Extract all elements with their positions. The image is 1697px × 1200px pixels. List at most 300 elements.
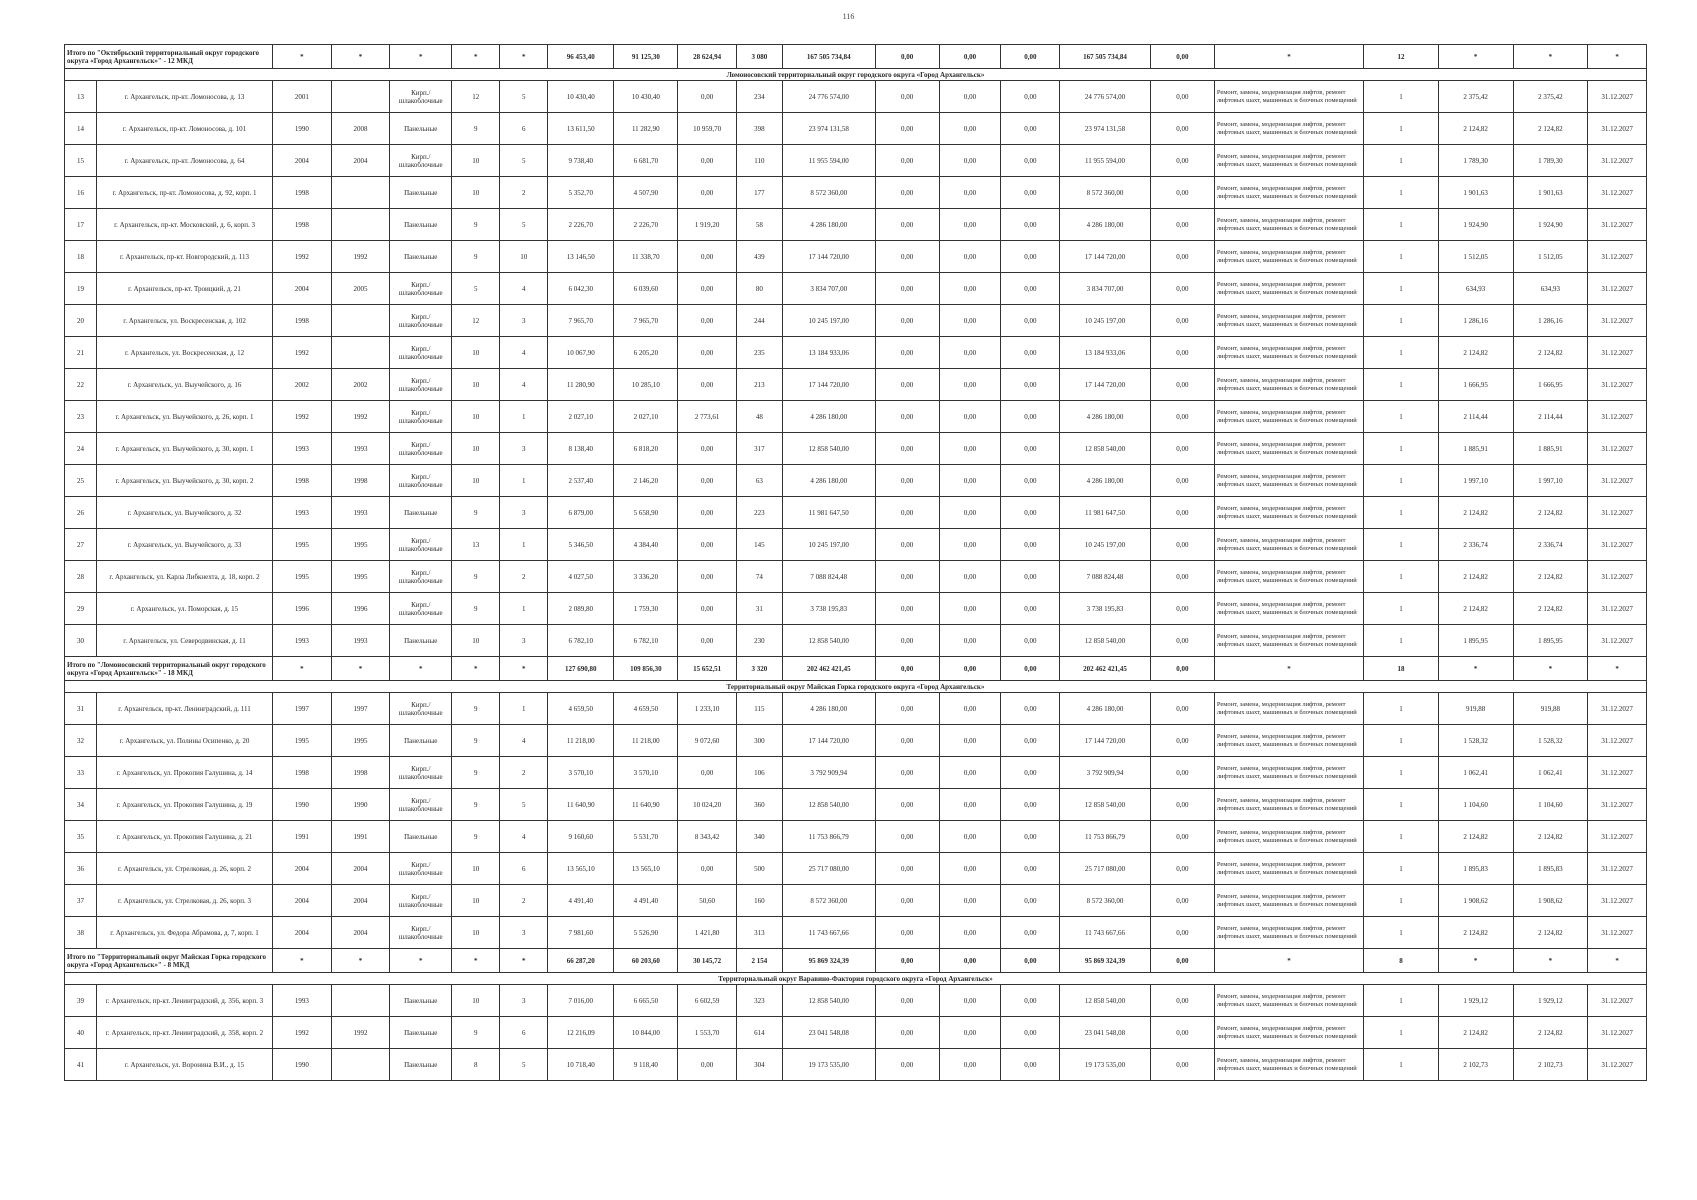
entrances-cell: 3 [500, 985, 548, 1017]
owners-funds-cell: 8 572 360,00 [1060, 885, 1151, 917]
year-built-cell: 1998 [273, 465, 332, 497]
total-cost-cell: 12 858 540,00 [782, 789, 875, 821]
total-row [65, 45, 1647, 69]
unit-cost-limit-cell: 1 512,05 [1438, 241, 1513, 273]
non-residential-area-cell: 9 072,60 [678, 725, 737, 757]
work-count-cell: 1 [1364, 853, 1439, 885]
year-built-cell: 1996 [273, 593, 332, 625]
total-area-cell: 2 537,40 [548, 465, 614, 497]
regional-funds-cell: 0,00 [939, 305, 1001, 337]
total-cost-cell: 11 981 647,50 [782, 497, 875, 529]
unit-cost-limit-cell: 2 124,82 [1438, 593, 1513, 625]
owners-funds-cell: 3 834 707,00 [1060, 273, 1151, 305]
unit-cost-limit-cell: 634,93 [1438, 273, 1513, 305]
address-cell: г. Архангельск, ул. Прокопия Галушина, д. 21 [97, 821, 273, 853]
regional-funds-cell: 0,00 [939, 497, 1001, 529]
total-cost-cell: 4 286 180,00 [782, 209, 875, 241]
total-cell: 66 287,20 [548, 949, 614, 973]
wall-material-cell: Кирп./ шлакоблочные [390, 757, 452, 789]
local-funds-cell: 0,00 [1001, 885, 1060, 917]
work-count-cell: 1 [1364, 209, 1439, 241]
entrances-cell: 1 [500, 693, 548, 725]
residential-area-cell: 11 218,00 [614, 725, 678, 757]
wall-material-cell: Панельные [390, 1049, 452, 1081]
row-number-cell: 39 [65, 985, 97, 1017]
total-area-cell: 10 718,40 [548, 1049, 614, 1081]
year-built-cell: 2004 [273, 917, 332, 949]
unit-cost-limit-cell: 1 901,63 [1438, 177, 1513, 209]
local-funds-cell: 0,00 [1001, 113, 1060, 145]
owners-funds-cell: 12 858 540,00 [1060, 625, 1151, 657]
total-cell: * [1513, 657, 1588, 681]
residential-area-cell: 11 640,90 [614, 789, 678, 821]
owners-funds-cell: 3 792 909,94 [1060, 757, 1151, 789]
non-residential-area-cell: 0,00 [678, 1049, 737, 1081]
unit-cost-max-cell: 2 124,82 [1513, 497, 1588, 529]
owners-funds-cell: 8 572 360,00 [1060, 177, 1151, 209]
total-area-cell: 10 430,40 [548, 81, 614, 113]
year-built-cell: 1998 [273, 177, 332, 209]
owners-funds-cell: 7 088 824,48 [1060, 561, 1151, 593]
year-commissioned-cell: 1992 [331, 1017, 390, 1049]
year-built-cell: 1997 [273, 693, 332, 725]
total-area-cell: 4 027,50 [548, 561, 614, 593]
regional-funds-cell: 0,00 [939, 757, 1001, 789]
residential-area-cell: 2 146,20 [614, 465, 678, 497]
federal-funds-cell: 0,00 [875, 561, 939, 593]
residents-cell: 340 [736, 821, 782, 853]
unit-cost-max-cell: 2 124,82 [1513, 917, 1588, 949]
local-funds-cell: 0,00 [1001, 693, 1060, 725]
floors-cell: 10 [452, 145, 500, 177]
total-cell: * [331, 657, 390, 681]
table-row [65, 1017, 1647, 1049]
work-type-cell: Ремонт, замена, модернизация лифтов, ремонт лифтовых шахт, машинных и блочных помещений [1214, 885, 1363, 917]
total-cell: * [500, 657, 548, 681]
total-cell: * [273, 657, 332, 681]
unit-cost-max-cell: 1 997,10 [1513, 465, 1588, 497]
other-funds-cell: 0,00 [1150, 693, 1214, 725]
work-type-cell: Ремонт, замена, модернизация лифтов, ремонт лифтовых шахт, машинных и блочных помещений [1214, 433, 1363, 465]
regional-funds-cell: 0,00 [939, 177, 1001, 209]
work-count-cell: 1 [1364, 433, 1439, 465]
unit-cost-limit-cell: 1 997,10 [1438, 465, 1513, 497]
entrances-cell: 4 [500, 725, 548, 757]
row-number-cell: 33 [65, 757, 97, 789]
row-number-cell: 32 [65, 725, 97, 757]
year-commissioned-cell: 2004 [331, 885, 390, 917]
year-commissioned-cell: 2005 [331, 273, 390, 305]
table-row [65, 497, 1647, 529]
year-built-cell: 1993 [273, 625, 332, 657]
table-row [65, 337, 1647, 369]
unit-cost-limit-cell: 2 124,82 [1438, 497, 1513, 529]
total-cost-cell: 11 753 866,79 [782, 821, 875, 853]
floors-cell: 13 [452, 529, 500, 561]
total-cell: 0,00 [939, 45, 1001, 69]
address-cell: г. Архангельск, пр-кт. Ломоносова, д. 64 [97, 145, 273, 177]
total-cell: 3 080 [736, 45, 782, 69]
table-row [65, 433, 1647, 465]
table-row [65, 241, 1647, 273]
year-commissioned-cell: 2004 [331, 853, 390, 885]
register-table-body [65, 45, 1647, 1081]
total-cost-cell: 12 858 540,00 [782, 985, 875, 1017]
completion-date-cell: 31.12.2027 [1588, 433, 1647, 465]
floors-cell: 9 [452, 789, 500, 821]
total-cell: 91 125,30 [614, 45, 678, 69]
entrances-cell: 1 [500, 529, 548, 561]
completion-date-cell: 31.12.2027 [1588, 145, 1647, 177]
row-number-cell: 31 [65, 693, 97, 725]
residential-area-cell: 9 118,40 [614, 1049, 678, 1081]
other-funds-cell: 0,00 [1150, 81, 1214, 113]
total-cell: 0,00 [1001, 45, 1060, 69]
work-count-cell: 1 [1364, 821, 1439, 853]
federal-funds-cell: 0,00 [875, 625, 939, 657]
year-commissioned-cell: 1992 [331, 401, 390, 433]
total-cost-cell: 19 173 535,00 [782, 1049, 875, 1081]
total-cost-cell: 25 717 080,00 [782, 853, 875, 885]
completion-date-cell: 31.12.2027 [1588, 625, 1647, 657]
owners-funds-cell: 4 286 180,00 [1060, 209, 1151, 241]
non-residential-area-cell: 0,00 [678, 241, 737, 273]
address-cell: г. Архангельск, ул. Выучейского, д. 33 [97, 529, 273, 561]
owners-funds-cell: 12 858 540,00 [1060, 433, 1151, 465]
work-count-cell: 1 [1364, 625, 1439, 657]
work-type-cell: Ремонт, замена, модернизация лифтов, ремонт лифтовых шахт, машинных и блочных помещений [1214, 209, 1363, 241]
other-funds-cell: 0,00 [1150, 725, 1214, 757]
total-area-cell: 5 346,50 [548, 529, 614, 561]
wall-material-cell: Панельные [390, 985, 452, 1017]
year-commissioned-cell: 1995 [331, 561, 390, 593]
federal-funds-cell: 0,00 [875, 113, 939, 145]
work-type-cell: Ремонт, замена, модернизация лифтов, ремонт лифтовых шахт, машинных и блочных помещений [1214, 561, 1363, 593]
total-area-cell: 6 879,00 [548, 497, 614, 529]
total-area-cell: 12 216,09 [548, 1017, 614, 1049]
floors-cell: 10 [452, 885, 500, 917]
total-cell: * [1513, 949, 1588, 973]
total-cell: * [1438, 949, 1513, 973]
total-cell: * [1214, 657, 1363, 681]
federal-funds-cell: 0,00 [875, 497, 939, 529]
regional-funds-cell: 0,00 [939, 625, 1001, 657]
unit-cost-max-cell: 1 885,91 [1513, 433, 1588, 465]
entrances-cell: 5 [500, 209, 548, 241]
floors-cell: 10 [452, 985, 500, 1017]
non-residential-area-cell: 6 602,59 [678, 985, 737, 1017]
unit-cost-max-cell: 1 924,90 [1513, 209, 1588, 241]
year-built-cell: 1998 [273, 209, 332, 241]
residential-area-cell: 10 430,40 [614, 81, 678, 113]
federal-funds-cell: 0,00 [875, 337, 939, 369]
other-funds-cell: 0,00 [1150, 145, 1214, 177]
residential-area-cell: 3 336,20 [614, 561, 678, 593]
local-funds-cell: 0,00 [1001, 725, 1060, 757]
unit-cost-max-cell: 2 124,82 [1513, 561, 1588, 593]
local-funds-cell: 0,00 [1001, 789, 1060, 821]
year-commissioned-cell [331, 337, 390, 369]
total-area-cell: 4 659,50 [548, 693, 614, 725]
year-built-cell: 1998 [273, 757, 332, 789]
regional-funds-cell: 0,00 [939, 465, 1001, 497]
unit-cost-max-cell: 1 895,95 [1513, 625, 1588, 657]
year-commissioned-cell [331, 209, 390, 241]
total-cost-cell: 8 572 360,00 [782, 885, 875, 917]
non-residential-area-cell: 2 773,61 [678, 401, 737, 433]
section-title: Территориальный округ Варавино-Фактория городского округа «Город Архангельск» [65, 973, 1647, 985]
federal-funds-cell: 0,00 [875, 1049, 939, 1081]
non-residential-area-cell: 10 959,70 [678, 113, 737, 145]
wall-material-cell: Кирп./ шлакоблочные [390, 145, 452, 177]
address-cell: г. Архангельск, ул. Прокопия Галушина, д. 14 [97, 757, 273, 789]
regional-funds-cell: 0,00 [939, 693, 1001, 725]
work-count-cell: 1 [1364, 529, 1439, 561]
entrances-cell: 6 [500, 1017, 548, 1049]
residents-cell: 31 [736, 593, 782, 625]
address-cell: г. Архангельск, пр-кт. Ломоносова, д. 13 [97, 81, 273, 113]
year-built-cell: 1995 [273, 561, 332, 593]
total-cost-cell: 23 974 131,58 [782, 113, 875, 145]
residential-area-cell: 2 027,10 [614, 401, 678, 433]
total-cost-cell: 17 144 720,00 [782, 369, 875, 401]
total-cost-cell: 4 286 180,00 [782, 401, 875, 433]
row-number-cell: 20 [65, 305, 97, 337]
entrances-cell: 3 [500, 433, 548, 465]
residents-cell: 323 [736, 985, 782, 1017]
total-cost-cell: 17 144 720,00 [782, 725, 875, 757]
total-cell: 2 154 [736, 949, 782, 973]
local-funds-cell: 0,00 [1001, 529, 1060, 561]
total-cell: 96 453,40 [548, 45, 614, 69]
residential-area-cell: 11 282,90 [614, 113, 678, 145]
local-funds-cell: 0,00 [1001, 757, 1060, 789]
work-type-cell: Ремонт, замена, модернизация лифтов, ремонт лифтовых шахт, машинных и блочных помещений [1214, 113, 1363, 145]
wall-material-cell: Кирп./ шлакоблочные [390, 401, 452, 433]
completion-date-cell: 31.12.2027 [1588, 529, 1647, 561]
row-number-cell: 36 [65, 853, 97, 885]
address-cell: г. Архангельск, ул. Выучейского, д. 30, корп. 2 [97, 465, 273, 497]
table-row [65, 177, 1647, 209]
year-built-cell: 1995 [273, 725, 332, 757]
completion-date-cell: 31.12.2027 [1588, 113, 1647, 145]
floors-cell: 10 [452, 917, 500, 949]
unit-cost-max-cell: 2 124,82 [1513, 113, 1588, 145]
non-residential-area-cell: 0,00 [678, 497, 737, 529]
work-count-cell: 1 [1364, 593, 1439, 625]
owners-funds-cell: 4 286 180,00 [1060, 465, 1151, 497]
work-type-cell: Ремонт, замена, модернизация лифтов, ремонт лифтовых шахт, машинных и блочных помещений [1214, 177, 1363, 209]
floors-cell: 9 [452, 821, 500, 853]
other-funds-cell: 0,00 [1150, 465, 1214, 497]
year-built-cell: 2002 [273, 369, 332, 401]
other-funds-cell: 0,00 [1150, 853, 1214, 885]
regional-funds-cell: 0,00 [939, 1049, 1001, 1081]
total-cell: * [1588, 657, 1647, 681]
floors-cell: 10 [452, 337, 500, 369]
residents-cell: 177 [736, 177, 782, 209]
unit-cost-limit-cell: 2 124,82 [1438, 113, 1513, 145]
residents-cell: 63 [736, 465, 782, 497]
residents-cell: 106 [736, 757, 782, 789]
residents-cell: 223 [736, 497, 782, 529]
year-built-cell: 2001 [273, 81, 332, 113]
table-row [65, 305, 1647, 337]
other-funds-cell: 0,00 [1150, 209, 1214, 241]
year-built-cell: 2004 [273, 853, 332, 885]
unit-cost-limit-cell: 2 114,44 [1438, 401, 1513, 433]
regional-funds-cell: 0,00 [939, 593, 1001, 625]
owners-funds-cell: 4 286 180,00 [1060, 401, 1151, 433]
entrances-cell: 3 [500, 917, 548, 949]
unit-cost-max-cell: 2 102,73 [1513, 1049, 1588, 1081]
unit-cost-max-cell: 1 062,41 [1513, 757, 1588, 789]
work-type-cell: Ремонт, замена, модернизация лифтов, ремонт лифтовых шахт, машинных и блочных помещений [1214, 1049, 1363, 1081]
total-cost-cell: 7 088 824,48 [782, 561, 875, 593]
local-funds-cell: 0,00 [1001, 561, 1060, 593]
work-type-cell: Ремонт, замена, модернизация лифтов, ремонт лифтовых шахт, машинных и блочных помещений [1214, 789, 1363, 821]
residents-cell: 360 [736, 789, 782, 821]
federal-funds-cell: 0,00 [875, 433, 939, 465]
non-residential-area-cell: 1 421,80 [678, 917, 737, 949]
local-funds-cell: 0,00 [1001, 177, 1060, 209]
unit-cost-max-cell: 2 124,82 [1513, 337, 1588, 369]
owners-funds-cell: 10 245 197,00 [1060, 529, 1151, 561]
residents-cell: 439 [736, 241, 782, 273]
register-table-container [64, 44, 1647, 1081]
total-cost-cell: 4 286 180,00 [782, 465, 875, 497]
completion-date-cell: 31.12.2027 [1588, 337, 1647, 369]
year-commissioned-cell: 2002 [331, 369, 390, 401]
owners-funds-cell: 24 776 574,00 [1060, 81, 1151, 113]
work-type-cell: Ремонт, замена, модернизация лифтов, ремонт лифтовых шахт, машинных и блочных помещений [1214, 145, 1363, 177]
local-funds-cell: 0,00 [1001, 1049, 1060, 1081]
entrances-cell: 6 [500, 113, 548, 145]
residential-area-cell: 13 565,10 [614, 853, 678, 885]
work-type-cell: Ремонт, замена, модернизация лифтов, ремонт лифтовых шахт, машинных и блочных помещений [1214, 465, 1363, 497]
table-row [65, 561, 1647, 593]
wall-material-cell: Кирп./ шлакоблочные [390, 593, 452, 625]
section-header-row [65, 69, 1647, 81]
work-count-cell: 1 [1364, 337, 1439, 369]
work-count-cell: 1 [1364, 305, 1439, 337]
total-cell: 12 [1364, 45, 1439, 69]
total-label: Итого по "Территориальный округ Майская Горка городского округа «Город Архангельск»" - 8 МКД [65, 949, 273, 973]
floors-cell: 10 [452, 369, 500, 401]
regional-funds-cell: 0,00 [939, 985, 1001, 1017]
residents-cell: 230 [736, 625, 782, 657]
owners-funds-cell: 17 144 720,00 [1060, 725, 1151, 757]
completion-date-cell: 31.12.2027 [1588, 885, 1647, 917]
year-commissioned-cell [331, 177, 390, 209]
total-area-cell: 2 089,80 [548, 593, 614, 625]
non-residential-area-cell: 0,00 [678, 433, 737, 465]
other-funds-cell: 0,00 [1150, 433, 1214, 465]
work-type-cell: Ремонт, замена, модернизация лифтов, ремонт лифтовых шахт, машинных и блочных помещений [1214, 593, 1363, 625]
total-cell: 0,00 [939, 657, 1001, 681]
unit-cost-limit-cell: 2 375,42 [1438, 81, 1513, 113]
address-cell: г. Архангельск, пр-кт. Новгородский, д. 113 [97, 241, 273, 273]
total-cell: 60 203,60 [614, 949, 678, 973]
work-type-cell: Ремонт, замена, модернизация лифтов, ремонт лифтовых шахт, машинных и блочных помещений [1214, 529, 1363, 561]
year-commissioned-cell: 2004 [331, 145, 390, 177]
total-cell: 95 869 324,39 [782, 949, 875, 973]
residents-cell: 58 [736, 209, 782, 241]
row-number-cell: 38 [65, 917, 97, 949]
total-area-cell: 8 138,40 [548, 433, 614, 465]
total-cell: 109 856,30 [614, 657, 678, 681]
year-built-cell: 1992 [273, 337, 332, 369]
unit-cost-limit-cell: 1 104,60 [1438, 789, 1513, 821]
address-cell: г. Архангельск, ул. Воронина В.И., д. 15 [97, 1049, 273, 1081]
residential-area-cell: 10 844,00 [614, 1017, 678, 1049]
unit-cost-max-cell: 2 124,82 [1513, 821, 1588, 853]
local-funds-cell: 0,00 [1001, 241, 1060, 273]
work-type-cell: Ремонт, замена, модернизация лифтов, ремонт лифтовых шахт, машинных и блочных помещений [1214, 725, 1363, 757]
federal-funds-cell: 0,00 [875, 1017, 939, 1049]
local-funds-cell: 0,00 [1001, 821, 1060, 853]
floors-cell: 5 [452, 273, 500, 305]
non-residential-area-cell: 0,00 [678, 369, 737, 401]
residents-cell: 110 [736, 145, 782, 177]
work-type-cell: Ремонт, замена, модернизация лифтов, ремонт лифтовых шахт, машинных и блочных помещений [1214, 757, 1363, 789]
local-funds-cell: 0,00 [1001, 145, 1060, 177]
unit-cost-limit-cell: 2 124,82 [1438, 917, 1513, 949]
total-cost-cell: 11 955 594,00 [782, 145, 875, 177]
residents-cell: 145 [736, 529, 782, 561]
residents-cell: 74 [736, 561, 782, 593]
year-commissioned-cell [331, 305, 390, 337]
residents-cell: 48 [736, 401, 782, 433]
work-type-cell: Ремонт, замена, модернизация лифтов, ремонт лифтовых шахт, машинных и блочных помещений [1214, 821, 1363, 853]
non-residential-area-cell: 8 343,42 [678, 821, 737, 853]
completion-date-cell: 31.12.2027 [1588, 241, 1647, 273]
table-row [65, 789, 1647, 821]
floors-cell: 8 [452, 1049, 500, 1081]
total-cell: * [390, 949, 452, 973]
total-area-cell: 7 016,00 [548, 985, 614, 1017]
wall-material-cell: Панельные [390, 1017, 452, 1049]
owners-funds-cell: 17 144 720,00 [1060, 241, 1151, 273]
address-cell: г. Архангельск, пр-кт. Троицкий, д. 21 [97, 273, 273, 305]
work-count-cell: 1 [1364, 1017, 1439, 1049]
owners-funds-cell: 11 753 866,79 [1060, 821, 1151, 853]
completion-date-cell: 31.12.2027 [1588, 369, 1647, 401]
unit-cost-max-cell: 634,93 [1513, 273, 1588, 305]
regional-funds-cell: 0,00 [939, 1017, 1001, 1049]
other-funds-cell: 0,00 [1150, 821, 1214, 853]
address-cell: г. Архангельск, ул. Полины Осипенко, д. 20 [97, 725, 273, 757]
row-number-cell: 27 [65, 529, 97, 561]
total-cell: * [452, 45, 500, 69]
total-cell: * [1588, 45, 1647, 69]
year-built-cell: 2004 [273, 885, 332, 917]
table-row [65, 81, 1647, 113]
local-funds-cell: 0,00 [1001, 81, 1060, 113]
floors-cell: 10 [452, 401, 500, 433]
local-funds-cell: 0,00 [1001, 369, 1060, 401]
completion-date-cell: 31.12.2027 [1588, 853, 1647, 885]
total-cost-cell: 3 738 195,83 [782, 593, 875, 625]
total-cost-cell: 11 743 667,66 [782, 917, 875, 949]
total-area-cell: 11 280,90 [548, 369, 614, 401]
residents-cell: 80 [736, 273, 782, 305]
work-count-cell: 1 [1364, 985, 1439, 1017]
residential-area-cell: 4 507,90 [614, 177, 678, 209]
completion-date-cell: 31.12.2027 [1588, 465, 1647, 497]
total-cost-cell: 13 184 933,06 [782, 337, 875, 369]
completion-date-cell: 31.12.2027 [1588, 209, 1647, 241]
